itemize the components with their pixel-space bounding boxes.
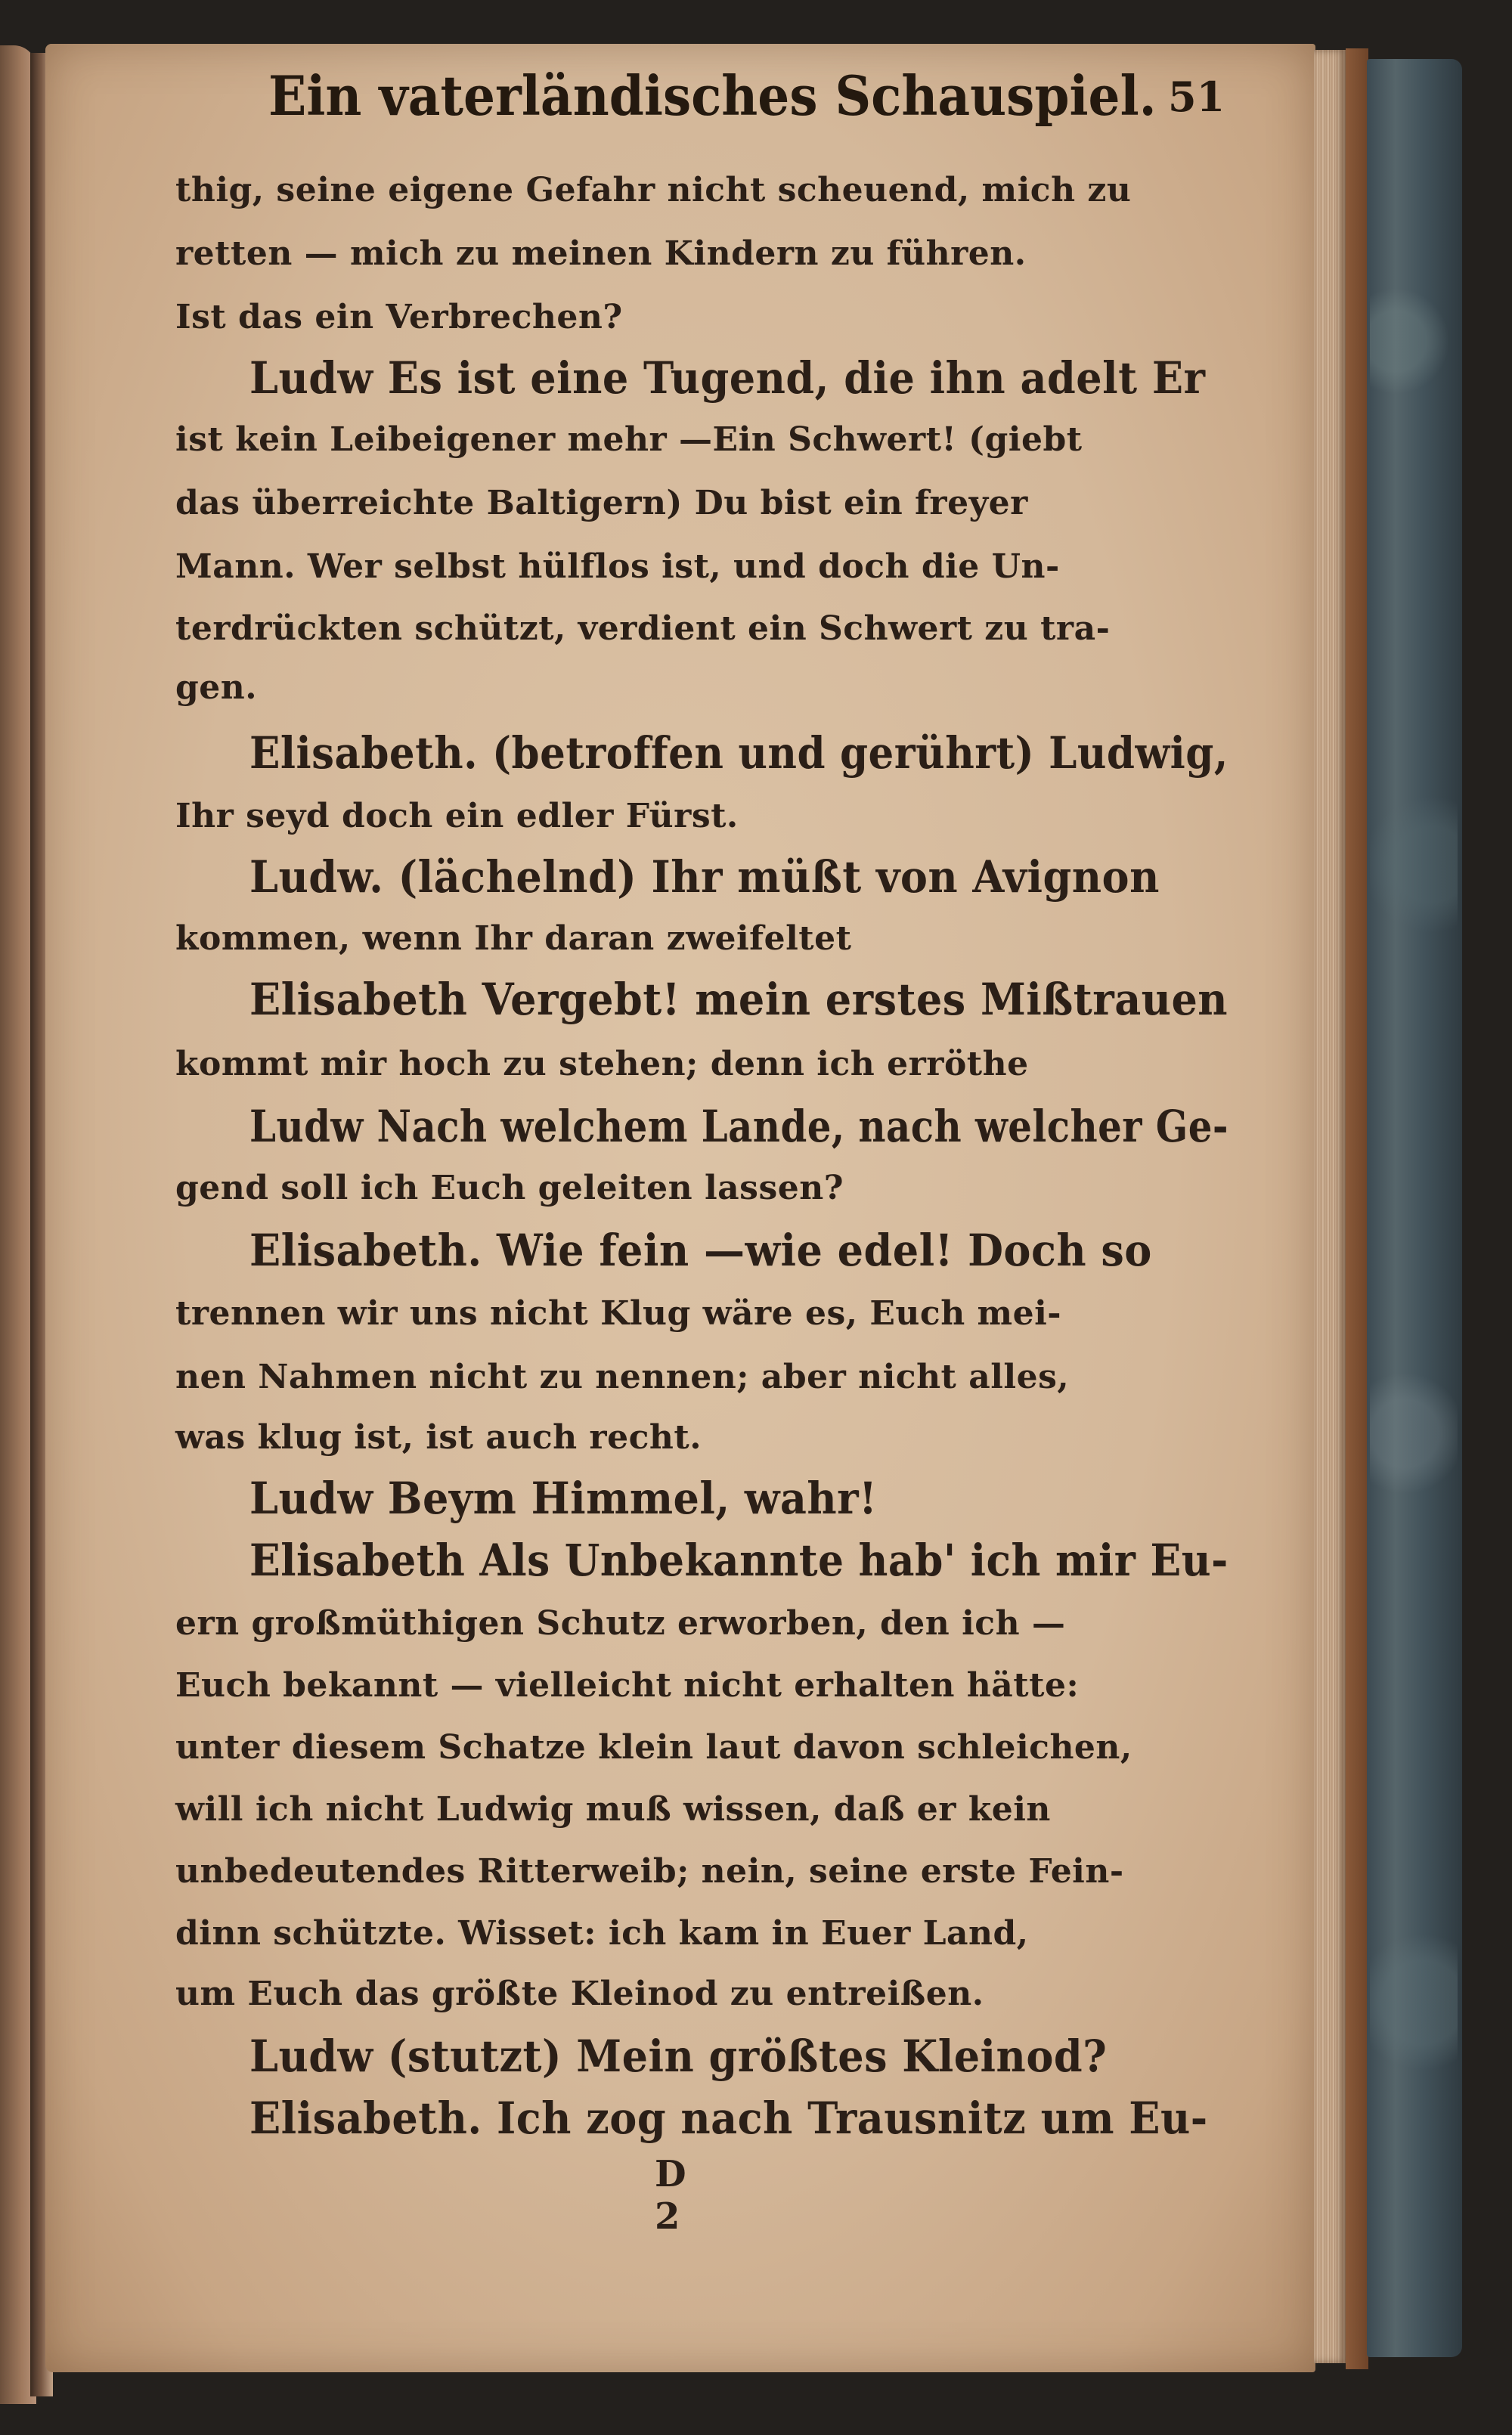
text-line: terdrückten schützt, verdient ein Schwert zu tra- xyxy=(175,609,1111,648)
text-line: retten — mich zu meinen Kindern zu führen. xyxy=(175,234,1027,273)
text-line: unter diesem Schatze klein laut davon schleichen, xyxy=(175,1728,1132,1767)
text-line: Ihr seyd doch ein edler Fürst. xyxy=(175,797,739,835)
page-edges xyxy=(1314,50,1346,2363)
text-line: was klug ist, ist auch recht. xyxy=(175,1418,702,1457)
text-line: unbedeutendes Ritterweib; nein, seine erste Fein- xyxy=(175,1852,1124,1891)
text-line: ist kein Leibeigener mehr —Ein Schwert! (giebt xyxy=(175,420,1083,459)
cover-board-edge xyxy=(1346,48,1368,2369)
speaker-line: Ludw Beym Himmel, wahr! xyxy=(249,1473,878,1524)
speaker-line: Ludw Nach welchem Lande, nach welcher Ge- xyxy=(249,1101,1228,1152)
speaker-line: Elisabeth Vergebt! mein erstes Mißtrauen xyxy=(249,974,1228,1025)
speaker-line: Ludw (stutzt) Mein größtes Kleinod? xyxy=(249,2031,1108,2082)
text-line: Euch bekannt — vielleicht nicht erhalten hätte: xyxy=(175,1666,1080,1705)
text-line: nen Nahmen nicht zu nennen; aber nicht alles, xyxy=(175,1358,1070,1396)
cover-marbling xyxy=(1370,68,1458,2344)
speaker-line: Elisabeth. Ich zog nach Trausnitz um Eu- xyxy=(249,2093,1208,2144)
text-line: Mann. Wer selbst hülflos ist, und doch die Un- xyxy=(175,547,1060,586)
text-line: gend soll ich Euch geleiten lassen? xyxy=(175,1169,844,1207)
text-line: dinn schützte. Wisset: ich kam in Euer Land, xyxy=(175,1914,1029,1953)
page-number: 51 xyxy=(1168,73,1225,121)
speaker-line: Elisabeth Als Unbekannte hab' ich mir Eu- xyxy=(249,1535,1228,1586)
speaker-line: Ludw Es ist eine Tugend, die ihn adelt Er xyxy=(249,352,1206,404)
text-line: thig, seine eigene Gefahr nicht scheuend, mich zu xyxy=(175,171,1132,209)
speaker-line: Elisabeth. Wie fein —wie edel! Doch so xyxy=(249,1225,1152,1276)
text-line: Ist das ein Verbrechen? xyxy=(175,298,623,336)
signature-mark: D 2 xyxy=(655,2153,686,2238)
text-line: um Euch das größte Kleinod zu entreißen. xyxy=(175,1975,984,2013)
text-line: ern großmüthigen Schutz erworben, den ich — xyxy=(175,1604,1066,1643)
text-line: gen. xyxy=(175,668,258,707)
text-line: kommt mir hoch zu stehen; denn ich erröthe xyxy=(175,1045,1029,1083)
text-line: trennen wir uns nicht Klug wäre es, Euch mei- xyxy=(175,1294,1062,1333)
text-line: das überreichte Baltigern) Du bist ein freyer xyxy=(175,484,1028,522)
text-line: kommen, wenn Ihr daran zweifeltet xyxy=(175,919,852,958)
speaker-line: Elisabeth. (betroffen und gerührt) Ludwig, xyxy=(249,727,1228,779)
text-line: will ich nicht Ludwig muß wissen, daß er kein xyxy=(175,1790,1051,1829)
running-title: Ein vaterländisches Schauspiel. xyxy=(268,64,1157,128)
speaker-line: Ludw. (lächelnd) Ihr müßt von Avignon xyxy=(249,851,1160,903)
